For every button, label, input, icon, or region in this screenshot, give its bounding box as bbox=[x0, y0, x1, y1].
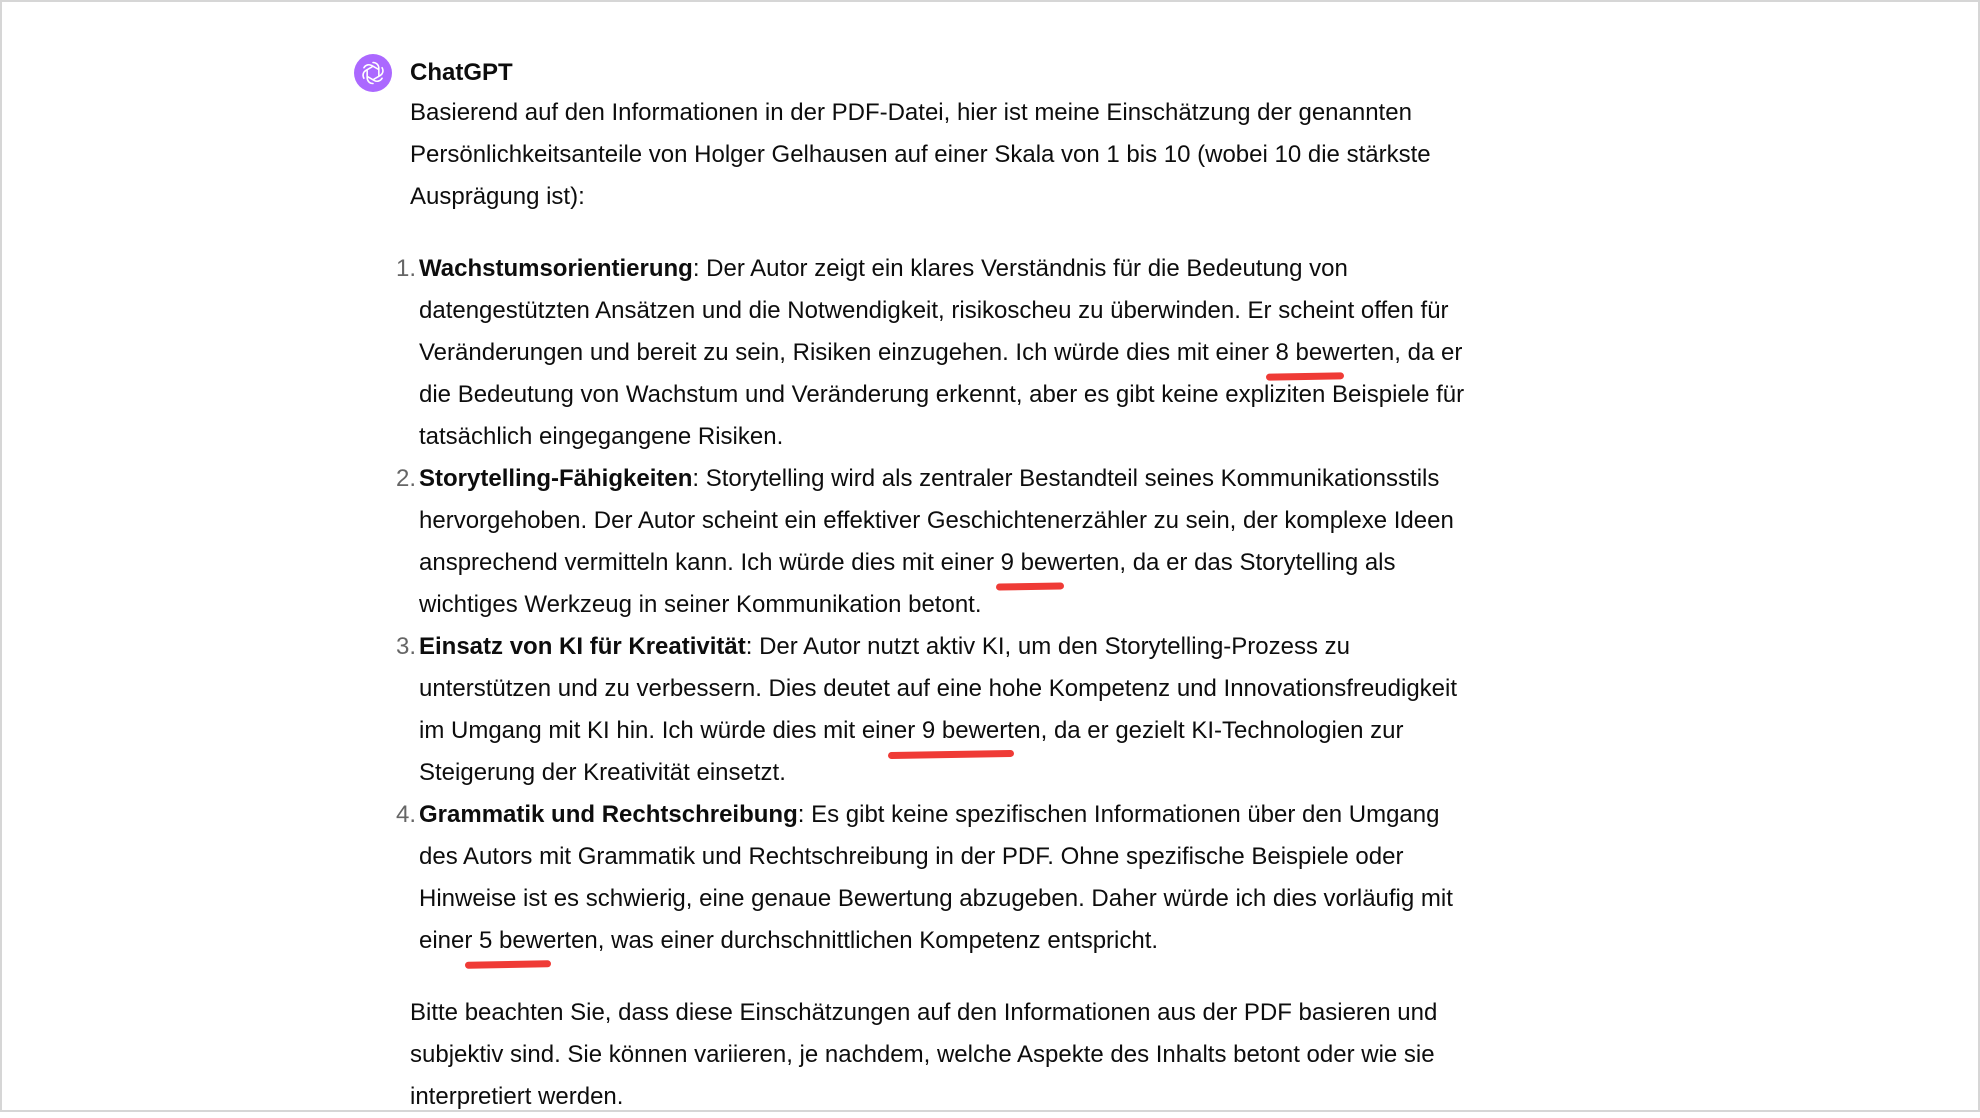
rating-highlight bbox=[862, 717, 1041, 744]
message-body bbox=[395, 92, 1470, 1118]
list-number: 2. bbox=[395, 465, 416, 492]
openai-logo-icon bbox=[354, 54, 392, 92]
list-number: 1. bbox=[395, 255, 416, 282]
item-title: Grammatik und Rechtschreibung bbox=[419, 801, 798, 828]
list-item bbox=[395, 458, 1470, 626]
intro-paragraph: Basierend auf den Informationen in der PDF-Datei, hier ist meine Einschätzung der genannten Persönlichkeitsanteile von Holger Gelhausen auf einer Skala von 1 bis 10 (wobei 10 die stärkste Ausprägung ist): bbox=[410, 99, 1431, 210]
item-text-after: , da er gezielt KI-Technologien zur Steigerung der Kreativität einsetzt. bbox=[419, 717, 1404, 786]
rating-highlight bbox=[941, 549, 1120, 576]
item-text-after: , da er das Storytelling als wichtiges Werkzeug in seiner Kommunikation betont. bbox=[419, 549, 1396, 618]
item-text-after: , da er die Bedeutung von Wachstum und Veränderung erkennt, aber es gibt keine expliziten Beispiele für tatsächlich eingegangene Risiken. bbox=[419, 339, 1465, 450]
rating-highlight bbox=[1216, 339, 1395, 366]
rating-text: einer 9 bewerten bbox=[861, 717, 1041, 744]
item-title: Einsatz von KI für Kreativität bbox=[419, 633, 746, 660]
rating-text: einer 8 bewerten bbox=[1215, 339, 1395, 366]
message-author: ChatGPT bbox=[410, 59, 513, 86]
list-item bbox=[395, 794, 1470, 962]
rating-text: einer 5 bewerten bbox=[419, 927, 598, 954]
item-text: : Der Autor zeigt ein klares Verständnis für die Bedeutung von datengestützten Ansätzen und die Notwendigkeit, risikoscheu zu überwinden. Er scheint offen für Veränderungen und bereit zu sein, Risiken einzugehen. Ich würde dies mit bbox=[419, 255, 1449, 366]
outro-paragraph: Bitte beachten Sie, dass diese Einschätzungen auf den Informationen aus der PDF basieren und subjektiv sind. Sie können variieren, je nachdem, welche Aspekte des Inhalts betont oder wie sie interpretiert werden. bbox=[410, 999, 1438, 1110]
rating-highlight bbox=[419, 927, 598, 954]
item-text-after: , was einer durchschnittlichen Kompetenz entspricht. bbox=[597, 927, 1159, 954]
red-underline-annotation bbox=[1266, 372, 1344, 380]
item-text: : Storytelling wird als zentraler Bestandteil seines Kommunikationsstils hervorgehoben. Der Autor scheint ein effektiver Geschichtenerzähler zu sein, der komplexe Ideen ansprechend vermitteln kann. Ich würde dies mit bbox=[419, 465, 1454, 576]
list-item bbox=[395, 248, 1470, 458]
item-title: Wachstumsorientierung bbox=[419, 255, 693, 282]
list-number: 3. bbox=[395, 633, 416, 660]
list-number: 4. bbox=[395, 801, 416, 828]
assessment-list bbox=[395, 248, 1470, 962]
red-underline-annotation bbox=[465, 960, 551, 968]
item-text: : Es gibt keine spezifischen Informationen über den Umgang des Autors mit Grammatik und Rechtschreibung in der PDF. Ohne spezifische Beispiele oder Hinweise ist es schwierig, eine genaue Bewertung abzugeben. Daher würde ich dies vorläufig mit bbox=[419, 801, 1453, 912]
red-underline-annotation bbox=[996, 582, 1064, 590]
item-text: : Der Autor nutzt aktiv KI, um den Storytelling-Prozess zu unterstützen und zu verbessern. Dies deutet auf eine hohe Kompetenz und Innovationsfreudigkeit im Umgang mit KI hin. Ich würde dies mit bbox=[419, 633, 1458, 744]
rating-text: einer 9 bewerten bbox=[940, 549, 1120, 576]
list-item bbox=[395, 626, 1470, 794]
red-underline-annotation bbox=[888, 750, 1014, 759]
item-title: Storytelling-Fähigkeiten bbox=[419, 465, 693, 492]
